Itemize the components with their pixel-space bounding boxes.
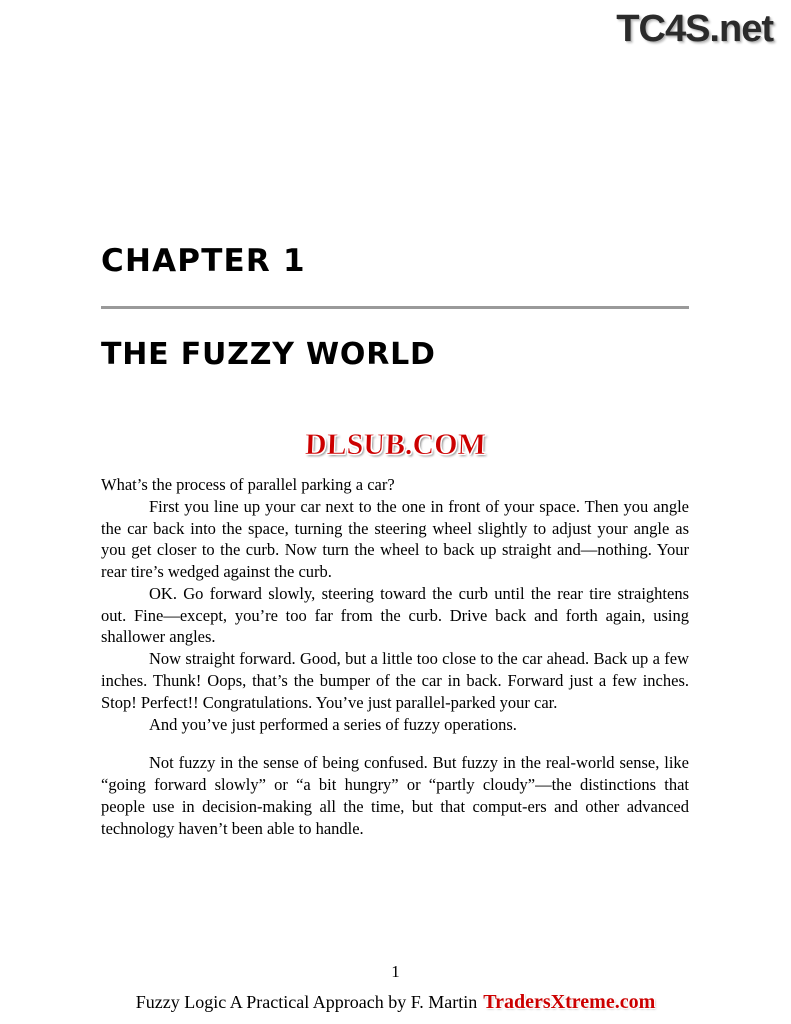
footer (0, 991, 791, 1014)
footer-book-title: Fuzzy Logic A Practical Approach by F. Martin (135, 992, 478, 1012)
paragraph-3: OK. Go forward slowly, steering toward the curb until the rear tire straightens out. Fine—except, you’re too far from the curb. Drive back and forth again, using shallower angles. (101, 583, 689, 647)
paragraph-2: First you line up your car next to the one in front of your space. Then you angle the car back into the space, turning the steering wheel slightly to adjust your angle as you get closer to the curb. Now turn the wheel to back up straight and—nothing. Your rear tire’s wedged against the curb. (101, 496, 689, 582)
watermark-stamp-container (101, 428, 689, 462)
paragraph-4: Now straight forward. Good, but a little too close to the car ahead. Back up a few inches. Thunk! Oops, that’s the bumper of the car in back. Forward just a few inches. Stop! Perfect!! Congratulations. You’ve just parallel-parked your car. (101, 649, 689, 712)
horizontal-rule (101, 306, 689, 309)
paragraph-1: What’s the process of parallel parking a car? (101, 475, 395, 495)
body-text (101, 474, 689, 839)
watermark-bottom-right: TradersXtreme.com (483, 991, 656, 1013)
chapter-number-heading: CHAPTER 1 (101, 243, 306, 279)
watermark-top-right: TC4S.net (616, 8, 773, 50)
paragraph-6: Not fuzzy in the sense of being confused. But fuzzy in the real-world sense, like “going forward slowly” or “a bit hungry” or “partly cloudy”—the distinctions that people use in decision-making all the time, but that comput-ers and other advanced technology haven’t been able to handle. (101, 753, 689, 838)
chapter-title-heading: THE FUZZY WORLD (101, 337, 436, 373)
watermark-center-stamp: DLSUB.COM (304, 428, 487, 462)
page-number: 1 (391, 962, 400, 981)
page-content (101, 0, 689, 839)
paragraph-5: And you’ve just performed a series of fuzzy operations. (149, 714, 517, 734)
